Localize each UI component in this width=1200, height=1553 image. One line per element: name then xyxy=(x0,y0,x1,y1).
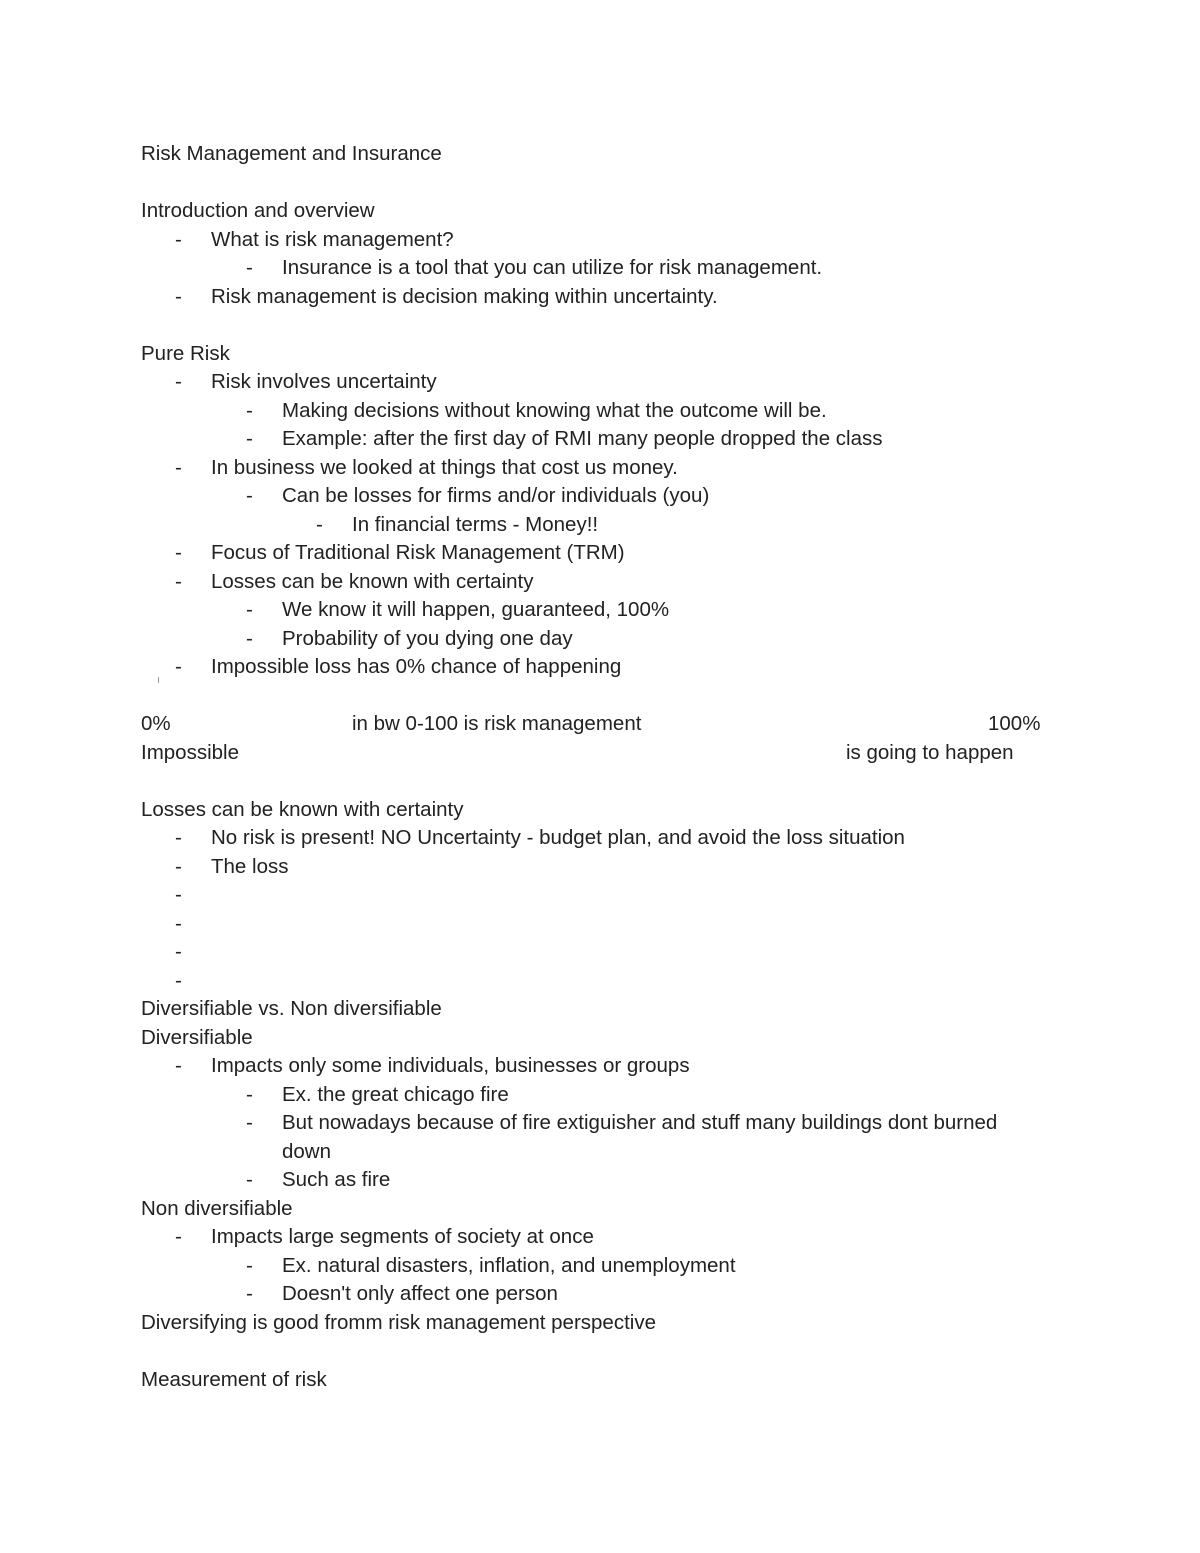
list-item-text: Doesn't only affect one person xyxy=(282,1282,558,1305)
list-item-text: No risk is present! NO Uncertainty - budget plan, and avoid the loss situation xyxy=(211,826,905,849)
bullet-dash: - xyxy=(175,968,182,992)
bullet-dash: - xyxy=(246,427,253,450)
list-item-text: Can be losses for firms and/or individuals (you) xyxy=(282,484,710,507)
list-item-text: Making decisions without knowing what the outcome will be. xyxy=(282,398,827,422)
bullet-dash: - xyxy=(175,569,182,593)
list-item-text: Risk management is decision making within uncertainty. xyxy=(211,284,718,308)
bullet-dash: - xyxy=(246,626,253,650)
list-item-empty xyxy=(141,967,1061,996)
bullet-dash: - xyxy=(246,398,253,422)
list-item xyxy=(141,1081,1061,1110)
list-item-empty xyxy=(141,881,1061,910)
list-item xyxy=(141,283,1061,312)
list-item-text: Such as fire xyxy=(282,1168,391,1191)
scale-left-percent: 0% xyxy=(141,712,171,735)
list-item-text: Losses can be known with certainty xyxy=(211,569,534,593)
list-item xyxy=(141,482,1061,511)
list-item xyxy=(141,1052,1061,1081)
bullet-dash: - xyxy=(175,911,182,935)
list-item-text: Impacts only some individuals, businesses or groups xyxy=(211,1054,690,1077)
list-item xyxy=(141,454,1061,483)
section-heading-pure-risk: Pure Risk xyxy=(141,341,230,365)
list-item-text: Ex. the great chicago fire xyxy=(282,1082,509,1106)
bullet-dash: - xyxy=(246,1111,253,1134)
bullet-dash: - xyxy=(175,1225,182,1248)
document-title: Risk Management and Insurance xyxy=(141,142,442,165)
bullet-dash: - xyxy=(175,826,182,849)
list-item xyxy=(141,625,1061,654)
section-heading-measurement: Measurement of risk xyxy=(141,1367,327,1391)
scale-right-percent: 100% xyxy=(988,712,1041,735)
probability-scale-values xyxy=(141,710,1061,739)
spacer xyxy=(141,169,1061,198)
list-item xyxy=(141,511,1061,540)
bullet-dash: - xyxy=(246,598,253,621)
spacer xyxy=(141,311,1061,340)
list-item-text: In business we looked at things that cost us money. xyxy=(211,455,678,479)
bullet-dash: - xyxy=(175,370,182,393)
conclusion-text: Diversifying is good fromm risk management perspective xyxy=(141,1310,656,1334)
bullet-dash: - xyxy=(175,227,182,251)
section-heading-certainty: Losses can be known with certainty xyxy=(141,797,464,821)
stray-mark xyxy=(158,677,159,683)
bullet-dash: - xyxy=(175,455,182,479)
list-item-text: But nowadays because of fire extiguisher and stuff many buildings dont burned down xyxy=(282,1111,998,1163)
bullet-dash: - xyxy=(246,1082,253,1106)
bullet-dash: - xyxy=(175,940,182,963)
list-item-text: Risk involves uncertainty xyxy=(211,370,437,393)
list-item xyxy=(141,1166,1061,1195)
list-item xyxy=(141,1223,1061,1252)
list-item xyxy=(141,853,1061,882)
list-item xyxy=(141,596,1061,625)
list-item xyxy=(141,824,1061,853)
scale-right-label: is going to happen xyxy=(846,740,1014,764)
subheading-non-diversifiable: Non diversifiable xyxy=(141,1196,293,1220)
list-item xyxy=(141,539,1061,568)
list-item xyxy=(141,254,1061,283)
list-item xyxy=(141,368,1061,397)
list-item-text: Impossible loss has 0% chance of happening xyxy=(211,655,622,678)
section-heading-intro: Introduction and overview xyxy=(141,199,375,222)
list-item-text: Ex. natural disasters, inflation, and unemployment xyxy=(282,1253,736,1277)
spacer xyxy=(141,767,1061,796)
list-item-text: The loss xyxy=(211,854,289,878)
section-heading-diversifiable: Diversifiable vs. Non diversifiable xyxy=(141,997,442,1020)
list-item-empty xyxy=(141,910,1061,939)
bullet-dash: - xyxy=(316,512,323,536)
probability-scale-labels xyxy=(141,739,1061,768)
bullet-dash: - xyxy=(246,1253,253,1277)
list-item xyxy=(141,226,1061,255)
spacer xyxy=(141,1337,1061,1366)
list-item xyxy=(141,425,1061,454)
list-item-text: Example: after the first day of RMI many people dropped the class xyxy=(282,427,883,450)
bullet-dash: - xyxy=(175,284,182,308)
list-item-text: We know it will happen, guaranteed, 100% xyxy=(282,598,670,621)
scale-left-label: Impossible xyxy=(141,740,239,764)
bullet-dash: - xyxy=(175,883,182,906)
list-item xyxy=(141,568,1061,597)
bullet-dash: - xyxy=(175,854,182,878)
list-item-text: Impacts large segments of society at once xyxy=(211,1225,594,1248)
list-item-text: In financial terms - Money!! xyxy=(352,512,599,536)
list-item xyxy=(141,1252,1061,1281)
list-item-empty xyxy=(141,938,1061,967)
bullet-dash: - xyxy=(175,541,182,564)
document-body xyxy=(141,140,1061,1394)
bullet-dash: - xyxy=(246,256,253,279)
subheading-diversifiable: Diversifiable xyxy=(141,1025,253,1049)
list-item xyxy=(141,397,1061,426)
spacer xyxy=(141,682,1061,711)
bullet-dash: - xyxy=(175,1054,182,1077)
list-item-text: Focus of Traditional Risk Management (TRM) xyxy=(211,541,625,564)
bullet-dash: - xyxy=(246,1168,253,1191)
list-item xyxy=(141,1280,1061,1309)
bullet-dash: - xyxy=(246,1282,253,1305)
bullet-dash: - xyxy=(246,484,253,507)
scale-middle-label: in bw 0-100 is risk management xyxy=(352,712,642,735)
list-item-text: Insurance is a tool that you can utilize for risk management. xyxy=(282,256,823,279)
list-item-text: What is risk management? xyxy=(211,227,454,251)
list-item xyxy=(141,653,1061,682)
bullet-dash: - xyxy=(175,655,182,678)
list-item-text: Probability of you dying one day xyxy=(282,626,573,650)
list-item xyxy=(141,1109,1042,1166)
